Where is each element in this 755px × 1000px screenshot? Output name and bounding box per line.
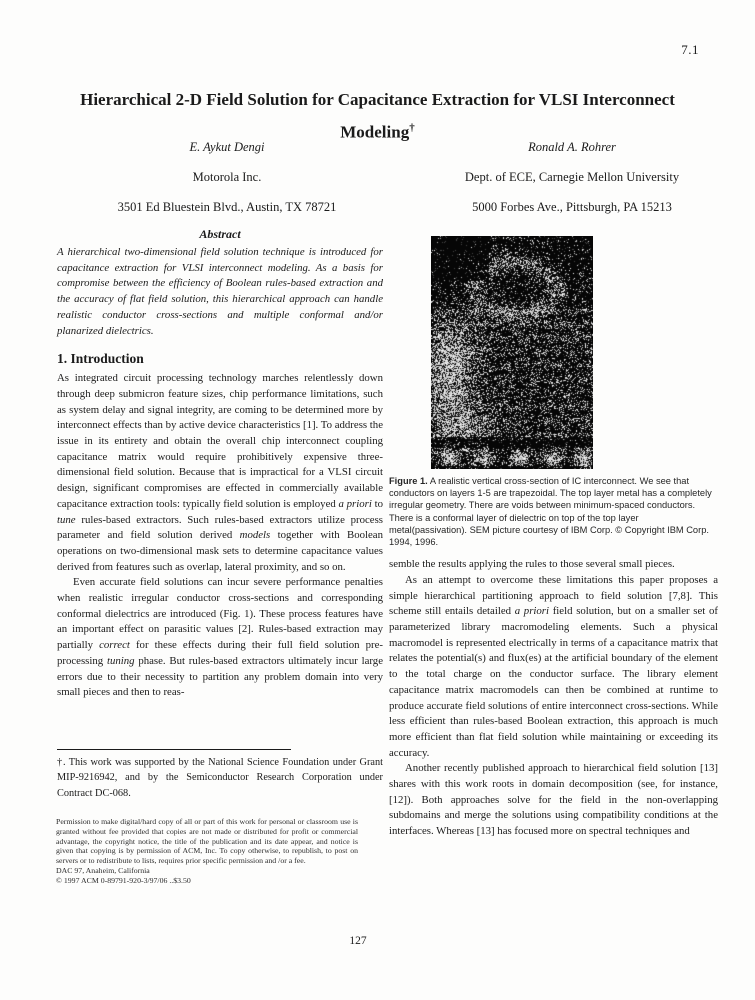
- page-number: 127: [349, 935, 367, 947]
- page-title: [40, 86, 715, 147]
- abstract-text: A hierarchical two-dimensional field solution technique is introduced for capacitance extraction for VLSI interconnect modeling. As a basis for compromise between the efficiency of Boolean rules-based extraction and the accuracy of flat field solution, this hierarchical approach can handle realistic conductor cross-sections and multiple conformal and/or planarized dielectrics.: [57, 246, 383, 337]
- author-affiliation: Motorola Inc.: [192, 170, 262, 184]
- paragraph: Another recently published approach to hierarchical field solution [13] shares with this work roots in domain decomposition (see, for instance, [12]). Both approaches solve for the field in the non-overlapping subdomains and merge the solutions using compatibility conditions at the interfaces. Whereas [13] has focused more on spectral techniques and: [389, 762, 718, 838]
- author-address: 5000 Forbes Ave., Pittsburgh, PA 15213: [472, 200, 672, 214]
- paragraph: semble the results applying the rules to those several small pieces.: [389, 558, 675, 571]
- acm-copyright-line: © 1997 ACM 0-89791-920-3/97/06 ..$3.50: [56, 875, 191, 885]
- title-dagger: †: [409, 122, 415, 134]
- permission-text: Permission to make digital/hard copy of all or part of this work for personal or classroom use is granted without fee provided that copies are not made or distributed for profit or commercial advantage, the copyright notice, the title of the publication and its date appear, and notice is given that copying is by permission of ACM, Inc. To copy otherwise, to republish, to post on servers or to redistribute to lists, requires prior specific permission and /or a fee.: [56, 817, 358, 866]
- footnote: [57, 749, 383, 801]
- figure-1: [389, 236, 718, 548]
- left-column: [57, 227, 383, 701]
- figure-1-caption: [389, 475, 718, 548]
- author-address: 3501 Ed Bluestein Blvd., Austin, TX 78721: [117, 200, 337, 214]
- figure-caption-text: A realistic vertical cross-section of IC interconnect. We see that conductors on layers 1-5 are trapezoidal. The top layer metal has a completely irregular geometry. There are voids between minimum-spaced conductors. There is a conformal layer of dielectric on top of the top layer metal(passivation). SEM picture courtesy of IBM Corp. © Copyright IBM Corp. 1994, 1996.: [389, 476, 712, 548]
- footnote-text: †. This work was supported by the National Science Foundation under Grant MIP-9216942, and by the Semiconductor Research Corporation under Contract DC-068.: [57, 757, 383, 799]
- authors-row: [0, 140, 755, 215]
- copyright-notice: [56, 817, 358, 886]
- title-line-1: Hierarchical 2-D Field Solution for Capacitance Extraction for VLSI Interconnect: [80, 90, 675, 109]
- figure-caption-label: Figure 1.: [389, 476, 428, 486]
- session-number: 7.1: [681, 42, 699, 57]
- author-name: Ronald A. Rohrer: [528, 140, 616, 154]
- paragraph: Even accurate field solutions can incur severe performance penalties when realistic irregular conductor cross-sections and corresponding conformal dielectrics are introduced (Fig. 1). These process features have an important effect on parasitic values [2]. Rules-based extraction may partially correct for these effects during their full field solution pre-processing tuning phase. But rules-based extractors ultimately incur large errors due to their necessity to partition any problem domain into very small pieces and then to reas-: [57, 576, 383, 699]
- figure-1-image: [431, 236, 593, 469]
- paragraph: As integrated circuit processing technology marches relentlessly down through deep submicron feature sizes, chip performance limitations, such as system delay and signal integrity, are coming to be determined more by interconnect effects than by active device characteristics [1]. To address the issue in its entirety and obtain the overall chip interconnect coupling capacitance matrix would require prohibitively expensive three-dimensional field solution. Because that is impractical for a VLSI circuit design, significant compromises are effected in commercially available capacitance extraction tools: typically field solution is employed a priori to tune rules-based extractors. Such rules-based extractors utilize process parameter and field solution derived models together with Boolean operations on two-dimensional mask sets to determine capacitance values derived from features such as overlap, lateral proximity, and so on.: [57, 372, 383, 573]
- right-column: [389, 227, 718, 840]
- author-block-rohrer: [392, 140, 752, 215]
- footnote-rule: [57, 749, 291, 750]
- conference-line: DAC 97, Anaheim, California: [56, 865, 150, 875]
- title-line-2: Modeling†: [340, 122, 415, 142]
- author-name: E. Aykut Dengi: [189, 140, 265, 154]
- abstract-heading: Abstract: [199, 227, 241, 241]
- introduction-heading: 1. Introduction: [57, 351, 144, 367]
- author-affiliation: Dept. of ECE, Carnegie Mellon University: [464, 170, 680, 184]
- paragraph: As an attempt to overcome these limitations this paper proposes a simple hierarchical partitioning approach to field solution [7,8]. This scheme still entails detailed a priori field solution, but on a smaller set of parameterized library macromodeling elements. Such a physical macromodel is represented electrically in terms of a capacitance matrix that relates the potential(s) and flux(es) at the artificial boundary of the element to the total charge on the conductor surface. The library element capacitance matrix macromodels can then be combined at runtime to produce accurate field solutions of entire interconnect cross-sections. While less efficient than rules-based Boolean extraction, this approach is much more efficient than flat field solution while maintaining or exceeding its accuracy.: [389, 573, 718, 759]
- author-block-dengi: [62, 140, 392, 215]
